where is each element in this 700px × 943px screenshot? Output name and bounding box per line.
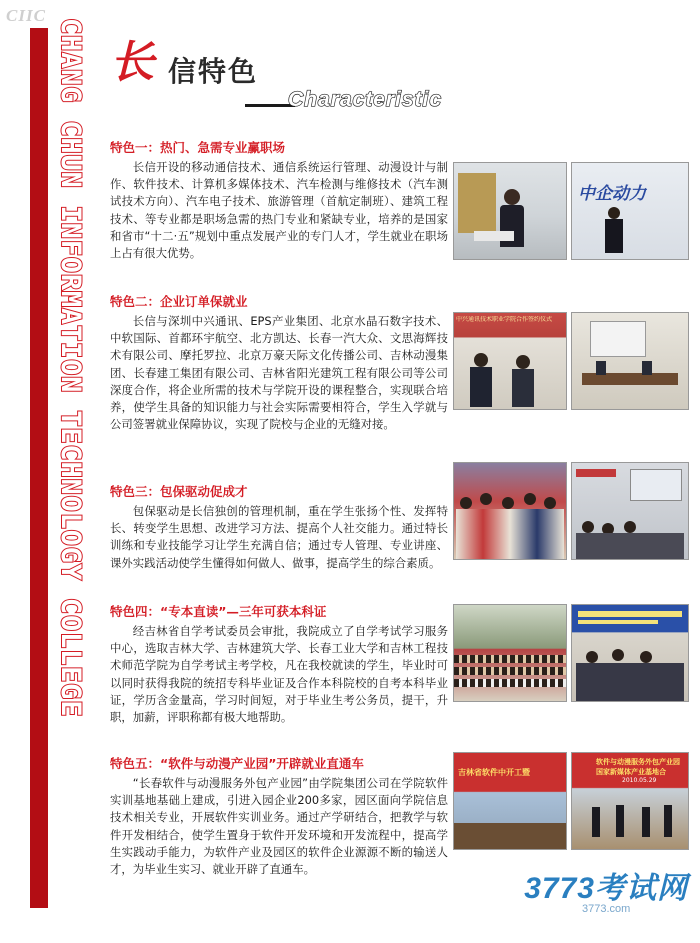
feature-section-1 bbox=[110, 140, 448, 262]
feature-section-4 bbox=[110, 604, 448, 726]
feature-heading: 特色一：热门、急需专业赢职场 bbox=[110, 140, 286, 155]
feature-section-3 bbox=[110, 484, 448, 572]
feature-section-2 bbox=[110, 294, 448, 433]
photo-front-desk bbox=[453, 162, 567, 260]
company-sign-text: 中企动力 bbox=[578, 184, 646, 203]
photo-groundbreaking-right bbox=[571, 752, 689, 850]
photo-meeting-room bbox=[571, 312, 689, 410]
photo-lecture bbox=[571, 462, 689, 560]
photo-company-lobby bbox=[571, 162, 689, 260]
watermark-url: 3773.com bbox=[581, 903, 631, 915]
ceremony-banner-text: 国家新媒体产业基地合 bbox=[596, 768, 666, 776]
ceremony-date-text: 2010.05.29 bbox=[622, 777, 657, 784]
title-first-char: 长 bbox=[110, 37, 154, 88]
site-watermark bbox=[524, 863, 688, 915]
ceremony-banner-text: 软件与动漫服务外包产业园 bbox=[596, 758, 680, 766]
english-title: Characteristic bbox=[288, 88, 443, 111]
college-name-text: CHANG CHUN INFORMATION TECHNOLOGY COLLEGE bbox=[55, 18, 86, 718]
feature-heading: 特色四：“专本直读”—三年可获本科证 bbox=[110, 604, 327, 619]
feature-body: “长春软件与动漫服务外包产业园”由学院集团公司在学院软件实训基地基础上建成，引进入园企业200多家，园区面向学院信息技术相关专业，开展软件实训业务。通过产学研结合，把教学与软件开发相结合，使学生置身于软件开发环境和开发流程中，提高学生实践动手能力，为软件产业及园区的软件企业源源不断的输送人才，为毕业生实习、就业开辟了直通车。 bbox=[110, 776, 448, 877]
feature-heading: 特色五：“软件与动漫产业园”开辟就业直通车 bbox=[110, 756, 364, 771]
ceremony-banner-text: 吉林省软件中开工暨 bbox=[458, 768, 530, 777]
red-sidebar-bar bbox=[30, 28, 48, 908]
vertical-college-name-band bbox=[48, 18, 86, 933]
feature-body: 经吉林省自学考试委员会审批，我院成立了自学考试学习服务中心，选取吉林大学、吉林建筑大学、长春工业大学和吉林工程技术师范学院为自学考试主考学校，凡在我校就读的学生，毕业时可以同时获得我院的统招专科毕业证及合作本科院校的自考本科毕业证，学历含金量高，学习时间短，对于毕业生考公务员，提干，升职，加薪，评职称都有极大地帮助。 bbox=[110, 624, 448, 725]
watermark-title: 3773考试网 bbox=[524, 872, 688, 905]
feature-body: 长信与深圳中兴通讯、EPS产业集团、北京水晶石数字技术、中软国际、首都环宇航空、北方凯达、长春一汽大众、文思海辉技术有限公司、摩托罗拉、北京万豪天际文化传播公司、吉林动漫集团、长春建工集团有限公司、吉林省阳光建筑工程有限公司等公司深度合作，将企业所需的技术与学院开设的课程整合，实现联合培养，使学生具备的知识能力与社会实际需要相符合，学生入学就与公司签署就业保障协议，实现了院校与企业的无缝对接。 bbox=[110, 314, 448, 432]
feature-body: 长信开设的移动通信技术、通信系统运行管理、动漫设计与制作、软件技术、计算机多媒体技术、汽车检测与维修技术（汽车测试技术方向）、汽车电子技术、旅游管理（首航定制班）、建筑工程技术、等专业都是职场急需的热门专业和紧缺专业，培养的是国家和省市“十二·五”规划中重点发展产业的专门人才，学生就业在职场上占有很大优势。 bbox=[110, 160, 448, 261]
feature-heading: 特色二：企业订单保就业 bbox=[110, 294, 248, 309]
photo-graduation-group bbox=[453, 604, 567, 702]
feature-body: 包保驱动是长信独创的管理机制，重在学生张扬个性、发挥特长、转变学生思想、改进学习方法、提高个人社交能力。通过特长训练和专业技能学习让学生充满自信；通过专人管理、专业讲座、课外实践活动使学生懂得如何做人、做事，提高学生的综合素质。 bbox=[110, 504, 448, 570]
ceremony-banner-text: 中兴通讯技术职业学院合作签约仪式 bbox=[456, 316, 553, 323]
photo-student-activity bbox=[453, 462, 567, 560]
photo-groundbreaking-left bbox=[453, 752, 567, 850]
page-title: 信特色 bbox=[168, 55, 259, 88]
photo-signing-ceremony bbox=[453, 312, 567, 410]
feature-section-5 bbox=[110, 756, 448, 878]
photo-exam-center bbox=[571, 604, 689, 702]
feature-heading: 特色三：包保驱动促成才 bbox=[110, 484, 248, 499]
college-logo: CIIC bbox=[6, 6, 46, 25]
